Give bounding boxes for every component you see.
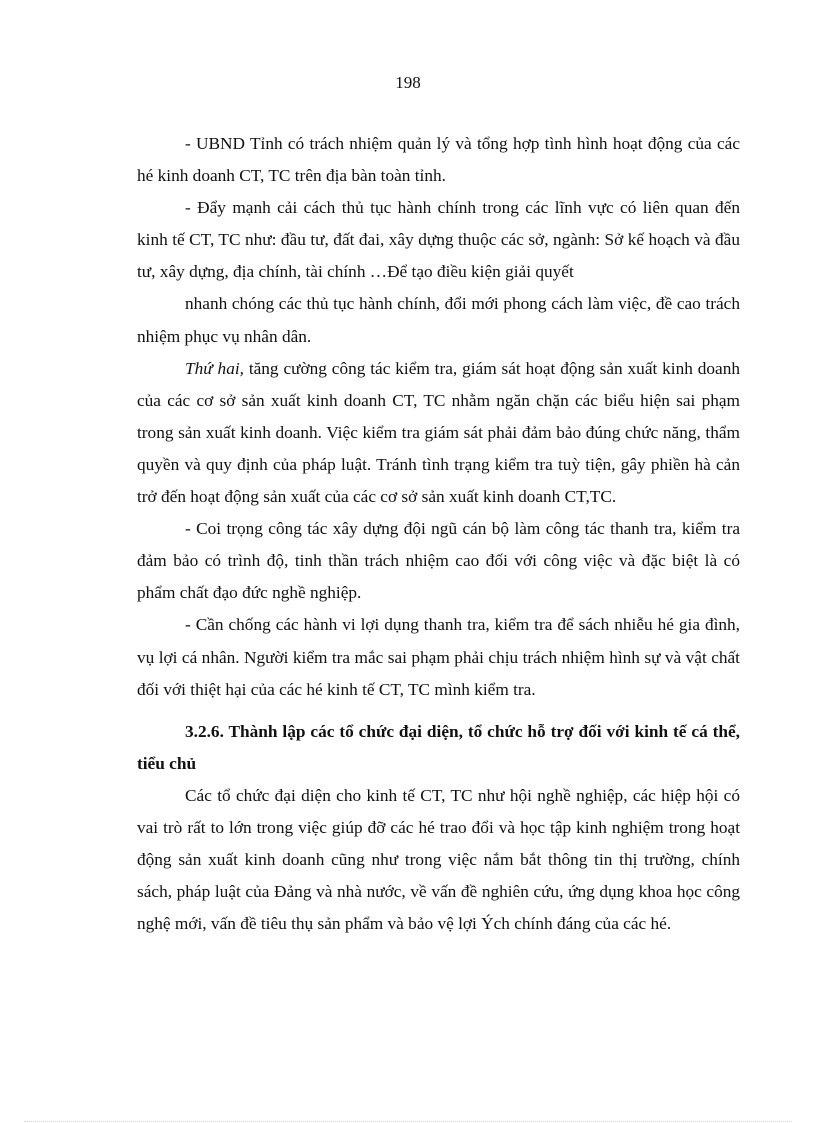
footer-divider	[24, 1121, 792, 1122]
paragraph-administrative-reform: - Đẩy mạnh cải cách thủ tục hành chính trong các lĩnh vực có liên quan đến kinh tế CT, TC như: đầu tư, đất đai, xây dựng thuộc các sở, ngành: Sở kế hoạch và đầu tư, xây dựng, địa chính, tài chính …Để tạo điều kiện giải quyết	[137, 198, 740, 282]
paragraph-provincial-responsibility: - UBND Tỉnh có trách nhiệm quản lý và tổng hợp tình hình hoạt động của các hé kinh doanh CT, TC trên địa bàn toàn tỉnh.	[137, 134, 740, 186]
paragraph-anti-abuse: - Cần chống các hành vi lợi dụng thanh tra, kiểm tra để sách nhiễu hé gia đình, vụ lợi cá nhân. Người kiểm tra mắc sai phạm phải chịu trách nhiệm hình sự và vật chất đối với thiệt hại của các hé kinh tế CT, TC mình kiểm tra.	[137, 615, 740, 699]
paragraph-representative-organizations: Các tổ chức đại diện cho kinh tế CT, TC như hội nghề nghiệp, các hiệp hội có vai trò rất to lớn trong việc giúp đỡ các hé trao đổi và học tập kinh nghiệm trong hoạt động sản xuất kinh doanh cũng như trong việc nắm bắt thông tin thị trường, chính sách, pháp luật của Đảng và nhà nước, về vấn đề nghiên cứu, ứng dụng khoa học công nghệ mới, vấn đề tiêu thụ sản phẩm và bảo vệ lợi Ých chính đáng của các hé.	[137, 785, 740, 934]
page-body	[137, 128, 740, 940]
paragraph-inspector-staff: - Coi trọng công tác xây dựng đội ngũ cán bộ làm công tác thanh tra, kiểm tra đảm bảo có trình độ, tinh thần trách nhiệm cao đối với công việc và đặc biệt là có phẩm chất đạo đức nghề nghiệp.	[137, 519, 740, 603]
page-number: 198	[395, 73, 421, 92]
paragraph-inspection-lead: Thứ hai,	[185, 358, 244, 378]
section-heading: 3.2.6. Thành lập các tổ chức đại diện, tổ chức hỗ trợ đối với kinh tế cá thể, tiểu chủ	[137, 721, 740, 773]
paragraph-inspection	[137, 353, 740, 513]
paragraph-inspection-text: tăng cường công tác kiểm tra, giám sát hoạt động sản xuất kinh doanh của các cơ sở sản xuất kinh doanh CT, TC nhằm ngăn chặn các biểu hiện sai phạm trong sản xuất kinh doanh. Việc kiểm tra giám sát phải đảm bảo đúng chức năng, thẩm quyền và quy định của pháp luật. Tránh tình trạng kiểm tra tuỳ tiện, gây phiền hà cản trở đến hoạt động sản xuất của các cơ sở sản xuất kinh doanh CT,TC.	[137, 358, 740, 507]
paragraph-administrative-reform-continued: nhanh chóng các thủ tục hành chính, đổi mới phong cách làm việc, đề cao trách nhiệm phục vụ nhân dân.	[137, 294, 740, 346]
